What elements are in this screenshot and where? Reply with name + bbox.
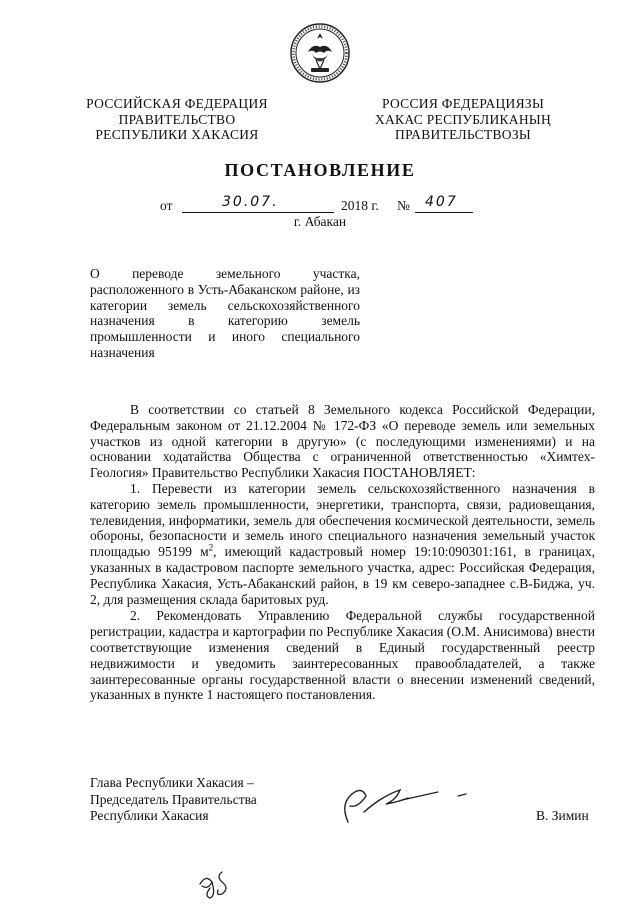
signatory-position-line: Республики Хакасия: [90, 808, 209, 823]
header-right-line: РОССИЯ ФЕДЕРАЦИЯЗЫ: [381, 96, 545, 111]
date-underline: [182, 212, 334, 213]
city: г. Абакан: [293, 214, 347, 229]
number-underline: [415, 212, 473, 213]
date-prefix: от: [160, 198, 173, 213]
handwritten-initials: [196, 866, 244, 900]
header-left-line: РЕСПУБЛИКИ ХАКАСИЯ: [95, 127, 259, 142]
item-1-paragraph: [90, 481, 595, 607]
item-2-paragraph: 2. Рекомендовать Управлению Федеральной службы государственной регистрации, кадастра и картографии по Республике Хакасия (О.М. Анисимова) внести соответствующие изменения сведений в Единый государственный реестр недвижимости и уведомить заинтересованных правообладателей, а также заинтересованные органы государственной власти о внесении изменений сведений, указанных в пункте 1 настоящего постановления.: [90, 608, 595, 703]
header-right: [348, 96, 578, 143]
header-left-line: РОССИЙСКАЯ ФЕДЕРАЦИЯ: [86, 96, 268, 111]
header-right-line: ПРАВИТЕЛЬСТВОЗЫ: [395, 127, 531, 142]
signatory-position-line: Глава Республики Хакасия –: [90, 775, 254, 790]
year: 2018 г.: [341, 198, 379, 213]
number-sign: №: [397, 198, 410, 213]
signatory-position: [90, 775, 257, 825]
document-subject: О переводе земельного участка, расположенного в Усть-Абаканском районе, из категории земель сельскохозяйственного назначения в категорию земель промышленности и иного специального назначения: [90, 266, 360, 360]
preamble-paragraph: В соответствии со статьей 8 Земельного кодекса Российской Федерации, Федеральным законом от 21.12.2004 № 172-ФЗ «О переводе земель или земельных участков из одной категории в другую» (с последующими изменениями) и на основании ходатайства Общества с ограниченной ответственностью «Химтех-Геология» Правительство Республики Хакасия ПОСТАНОВЛЯЕТ:: [90, 402, 595, 481]
handwritten-signature: [338, 782, 478, 828]
item-1-text: 1. Перевести из категории земель сельскохозяйственного назначения в категорию земель промышленности, энергетики, транспорта, связи, радиовещания, телевидения, информатики, земель для обеспечения космической деятельности, земель обороны, безопасности и земель иного специального назначения земельный участок площадью 95199 м: [90, 480, 595, 560]
document-body: [90, 402, 595, 703]
document-type: ПОСТАНОВЛЕНИЕ: [224, 160, 416, 180]
header-left-line: ПРАВИТЕЛЬСТВО: [118, 111, 236, 127]
signatory-position-line: Председатель Правительства: [90, 791, 257, 807]
area-unit-superscript: 2: [208, 542, 214, 553]
header-right-line: ХАКАС РЕСПУБЛИКАНЫҢ: [374, 111, 552, 127]
coat-of-arms-emblem: [289, 22, 351, 84]
number-handwritten: 407: [425, 194, 458, 210]
signatory-name: В. Зимин: [536, 808, 589, 823]
item-1-text-cont: , имеющий кадастровый номер 19:10:090301:161, в границах, указанных в кадастровом паспорте земельного участка, адрес: Российская Федерация, Республика Хакасия, Усть-Абаканский район, в 19 км северо-западнее с.В-Биджа, уч. 2, для размещения склада баритовых руд.: [90, 544, 595, 607]
date-handwritten: 30.07.: [222, 194, 279, 210]
header-left: [62, 96, 292, 143]
